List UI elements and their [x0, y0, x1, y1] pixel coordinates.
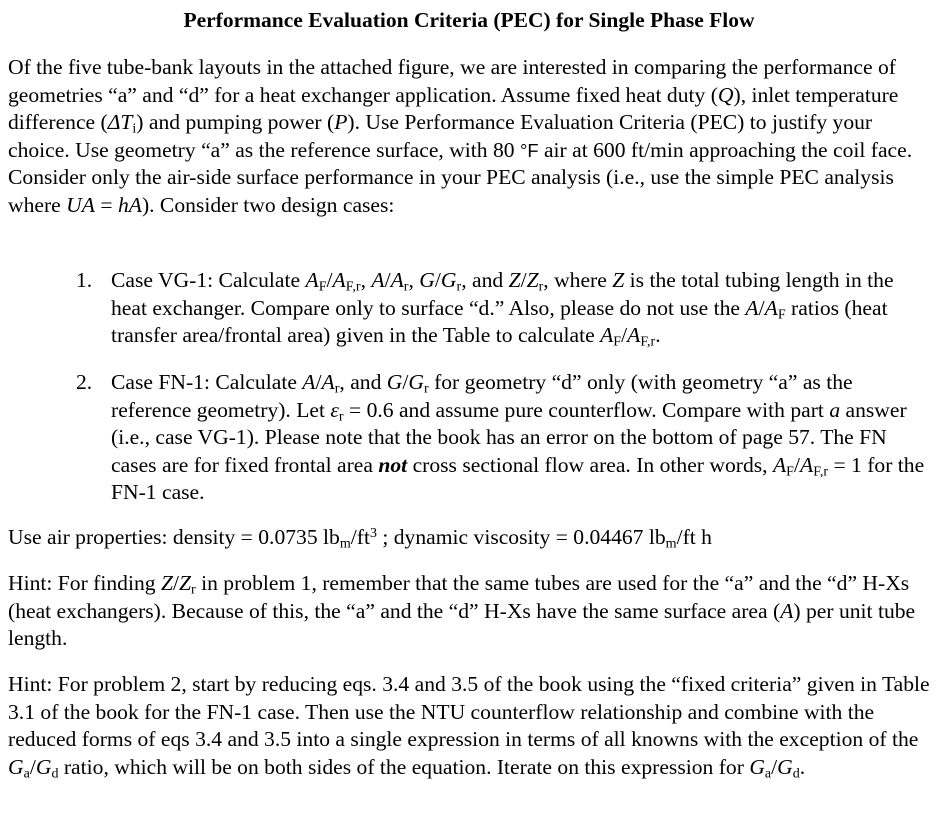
- list-number: 1.: [76, 268, 93, 292]
- intro-paragraph: Of the five tube-bank layouts in the attached figure, we are interested in comparing the performance of geometries “a” and “d” for a heat exchanger application. Assume fixed heat duty (Q), inlet temperature difference $(\Delta T_i)$ and pumping power (P). Use Performance Evaluation Criteria (PEC) to justify your choice. Use geometry “a” as the reference surface, with 80 °F air at 600 ft/min approaching the coil face. Consider only the air-side surface performance in your PEC analysis (i.e., use the simple PEC analysis where UA = hA). Consider two design cases:: [8, 55, 913, 217]
- list-item-text: Case FN-1: Calculate $A/A_r$, and $G/G_r$ for geometry “d” only (with geometry “a” as the reference geometry). Let $\varepsilon_r = 0.6$ and assume pure counterflow. Compare with part a answer (i.e., case VG-1). Please note that the book has an error on the bottom of page 57. The FN cases are for fixed frontal area not cross sectional flow area. In other words, $A_F/A_{F,r} = 1$ for the FN-1 case.: [111, 370, 925, 504]
- list-number: 2.: [76, 370, 93, 394]
- hint-paragraph-1: Hint: For finding $Z/Z_r$ in problem 1, remember that the same tubes are used for the “a” and the “d” H-Xs (heat exchangers). Because of this, the “a” and the “d” H-Xs have the same surface area (A) per unit tube length.: [8, 571, 916, 650]
- list-item-text: Case VG-1: Calculate $A_F/A_{F,r}$, $A/A_r$, $G/G_r$, and $Z/Z_r$, where Z is the total tubing length in the heat exchanger. Compare only to surface “d.” Also, please do not use the $A/A_F$ ratios (heat transfer area/frontal area) given in the Table to calculate $A_F/A_{F,r}$.: [111, 268, 894, 350]
- hint-paragraph-2: Hint: For problem 2, start by reducing eqs. 3.4 and 3.5 of the book using the “fixed criteria” given in Table 3.1 of the book for the FN-1 case. Then use the NTU counterflow relationship and combine with the reduced forms of eqs 3.4 and 3.5 into a single expression in terms of all knowns with the exception of the $G_a/G_d$ ratio, which will be on both sides of the equation. Iterate on this expression for $G_a/G_d$.: [8, 672, 930, 781]
- page-title: Performance Evaluation Criteria (PEC) for Single Phase Flow: [183, 8, 755, 32]
- air-properties-line: Use air properties: density = 0.0735 $lb_m/ft^3$ ; dynamic viscosity = 0.04467 $lb_m/ft$ h: [8, 524, 712, 552]
